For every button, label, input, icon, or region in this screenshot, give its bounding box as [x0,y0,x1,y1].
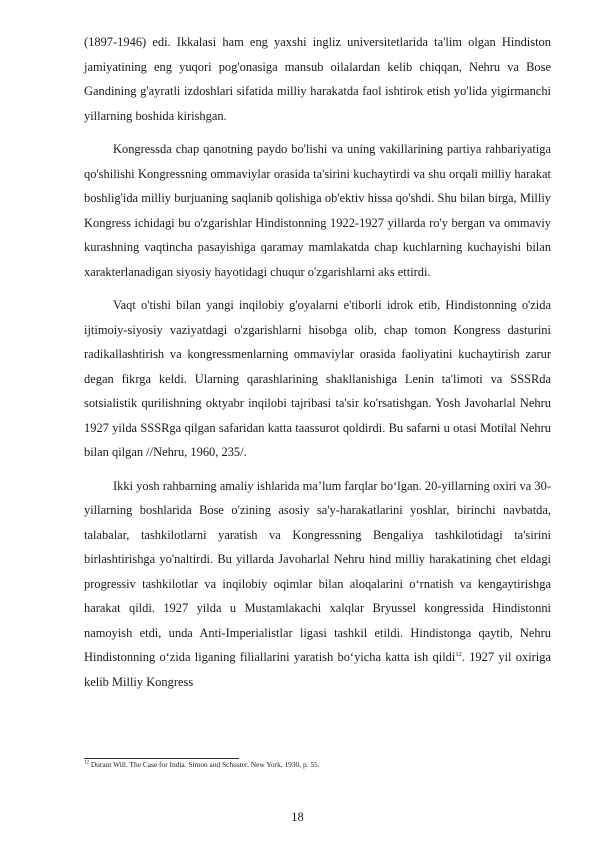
document-body [84,30,551,694]
paragraph-1: (1897-1946) edi. Ikkalasi ham eng yaxshi ingliz universitetlarida ta'lim olgan Hindiston jamiyatining eng yuqori pog'onasiga mansub oilalardan kelib chiqqan, Nehru va Bose Gandining g'ayratli izdoshlari sifatida milliy harakatda faol ishtirok etish yo'lida yigirmanchi yillarning boshida kirishgan. [84,35,551,123]
paragraph-4-tail: . 1927 yil oxiriga kelib Milliy Kongress [84,650,551,689]
footnote-text: Durant Will. The Case for India. Simon and Schuster. New York, 1930, p. 55. [89,760,320,769]
paragraph-2: Kongressda chap qanotning paydo bo'lishi va uning vakillarining partiya rahbariyatiga qo'shilishi Kongressning ommaviylar orasida ta'sirini kuchaytirdi va shu orqali milliy harakat boshlig'ida milliy burjuaning saqlanib qolishiga ob'ektiv hissa qo'shdi. Shu bilan birga, Milliy Kongress ichidagi bu o'zgarishlar Hindistonning 1922-1927 yillarda ro'y bergan va ommaviy kurashning vaqtincha pasayishiga qaramay mamlakatda chap kuchlarning kuchayishi bilan xarakterlanadigan siyosiy hayotidagi chuqur o'zgarishlarni aks ettirdi. [84,142,551,279]
footnote-divider [84,758,239,759]
page-number: 18 [291,810,304,824]
footnote-number: 12 [84,760,89,766]
paragraph-3: Vaqt o'tishi bilan yangi inqilobiy g'oyalarni e'tiborli idrok etib, Hindistonning o'zida ijtimoiy-siyosiy vaziyatdagi o'zgarishlarni hisobga olib, chap tomon Kongress dasturini radikallashtirish va kongressmenlarning ommaviylar orasida faoliyatini kuchaytirish zarur degan fikrga keldi. Ularning qarashlarining shakllanishiga Lenin ta'limoti va SSSRda sotsialistik qurilishning oktyabr inqilobi tajribasi ta'sir ko'rsatishgan. Yosh Javoharlal Nehru 1927 yilda SSSRga qilgan safaridan katta taassurot qoldirdi. Bu safarni u otasi Motilal Nehru bilan qilgan //Nehru, 1960, 235/. [84,298,551,459]
paragraph-4 [84,474,551,695]
footnote-reference: 12 [455,650,462,658]
footnote [84,760,551,770]
paragraph-4-text: Ikki yosh rahbarning amaliy ishlarida maʼlum farqlar boʻlgan. 20-yillarning oxiri va 30-yillarning boshlarida Bose o'zining asosiy sa'y-harakatlarini yoshlar, birinchi navbatda, talabalar, tashkilotlarni yaratish va Kongressning Bengaliya tashkilotidagi ta'sirini birlashtirishga yo'naltirdi. Bu yillarda Javoharlal Nehru hind milliy harakatining chet eldagi progressiv tashkilotlar va inqilobiy oqimlar bilan aloqalarini oʻrnatish va kengaytirishga harakat qildi. 1927 yilda u Mustamlakachi xalqlar Bryussel kongressida Hindistonni namoyish etdi, unda Anti-Imperialistlar ligasi tashkil etildi. Hindistonga qaytib, Nehru Hindistonning oʻzida liganing filiallarini yaratish boʻyicha katta ish qildi [84,478,551,664]
